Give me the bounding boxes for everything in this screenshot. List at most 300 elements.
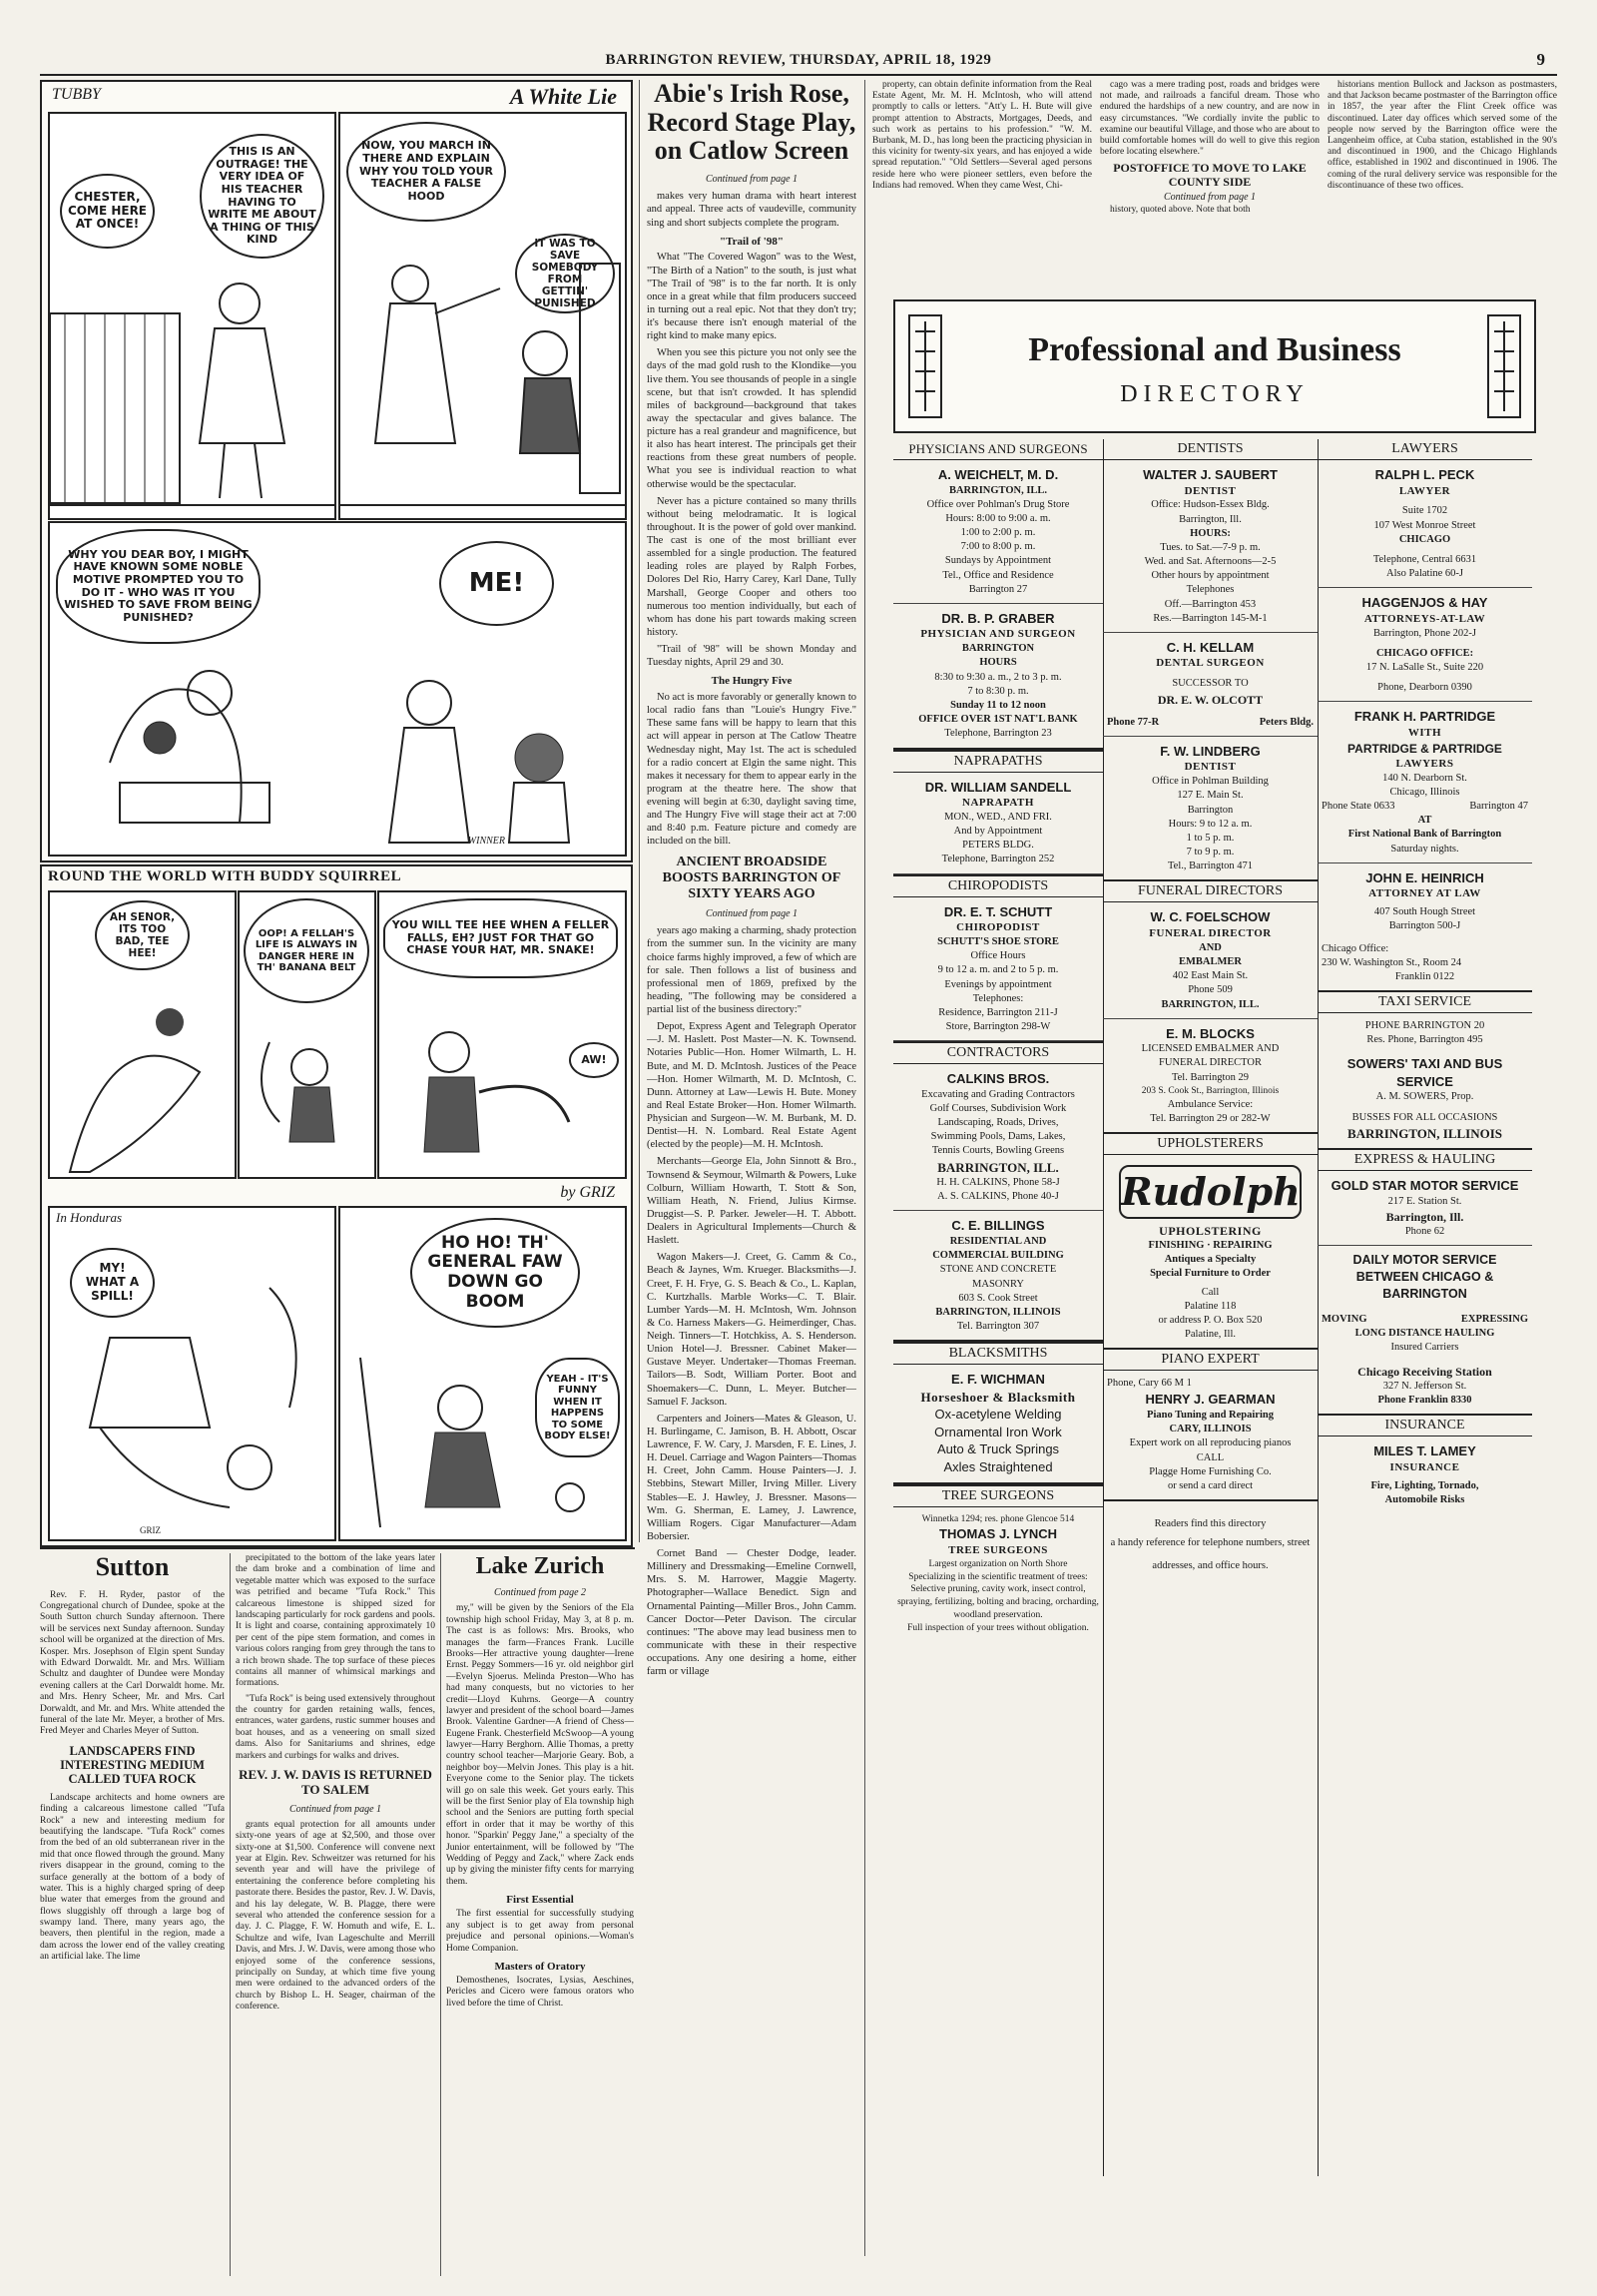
card-line: Tel. Barrington 307 <box>956 1321 1040 1333</box>
card-title: DENTIST <box>1184 761 1237 774</box>
card-line: BARRINGTON, ILLINOIS <box>1346 1125 1503 1141</box>
directory-card <box>1318 460 1532 588</box>
card-line: Telephone, Central 6631 <box>1372 553 1477 565</box>
continued-note: Continued from page 2 <box>493 1587 587 1599</box>
directory-card <box>1103 633 1318 737</box>
comic-drawing <box>340 1208 625 1539</box>
card-line: 140 N. Dearborn St. <box>1382 772 1467 784</box>
card-line: Telephone, Barrington 23 <box>944 728 1052 740</box>
card-line: 7 to 9 p. m. <box>1186 847 1235 859</box>
card-line: Office in Pohlman Building <box>1152 776 1269 788</box>
paragraph: Never has a picture contained so many thrills without being melodramatic. It is logical throughout. It is the power of gold over mankind. The cast is one of the most brilliant ever assembled for a single production. The featured leading roles are played by Ralph Forbes, Dolores Del Rio, Harry Carey, Karl Dane, Tully Marshall, George Cooper and others too numerous too mention individually, but each of whom has done his part towards making screen history. <box>647 495 856 638</box>
card-line: First National Bank of Barrington <box>1347 829 1502 841</box>
subheading: First Essential <box>506 1894 574 1907</box>
continued-note: Continued from page 1 <box>705 173 798 185</box>
card-title: Piano Tuning and Repairing <box>1147 1410 1274 1422</box>
card-line: Telephones: <box>972 992 1024 1004</box>
card-line: Insured Carriers <box>1390 1342 1459 1354</box>
card-title: PHYSICIAN AND SURGEON <box>920 628 1076 641</box>
paragraph: Carpenters and Joiners—Mates & Gleason, U. H. Burlingame, C. Jamison, B. H. Abbott, Oscar Lawrence, F. W. Cary, J. Marsden, F. E. Lines, J. H. Deuel. Carriage and Wagon Painters—Thomas H. Creet, John Camm. House Painters—J. J. Stebbins, Stewart Miller, Irving Miller. Livery Stables—E. J. Hawley, J. Bressner. Masons—Wm. G. Sherman, E. Lamey, J. Lawrence, William Rogers. Cigar Manufacturer—Adam Bobersier. <box>647 1413 856 1542</box>
card-line: MASONRY <box>972 1278 1024 1290</box>
card-name: DR. WILLIAM SANDELL <box>924 779 1072 795</box>
card-line: Telephone, Barrington 252 <box>941 854 1055 865</box>
card-line: Phone, Dearborn 0390 <box>1377 682 1472 694</box>
card-line: Ox-acetylene Welding <box>934 1407 1062 1423</box>
directory-subtitle: DIRECTORY <box>1120 381 1310 407</box>
card-line: 327 N. Jefferson St. <box>1382 1380 1467 1392</box>
card-line: 603 S. Cook Street <box>958 1292 1038 1304</box>
card-title: LAWYER <box>1398 484 1451 497</box>
card-line: PHONE BARRINGTON 20 <box>1364 1020 1485 1032</box>
card-line: BARRINGTON, ILL. <box>1161 998 1260 1010</box>
article-broadside-continued-2 <box>1100 80 1320 329</box>
directory-title: Professional and Business <box>1028 331 1401 368</box>
category-heading: CHIROPODISTS <box>893 874 1103 897</box>
masthead: BARRINGTON REVIEW, THURSDAY, APRIL 18, 1929 <box>605 52 992 68</box>
speech-bubble: AH SENOR, ITS TOO BAD, TEE HEE! <box>95 900 190 970</box>
card-name: F. W. LINDBERG <box>1160 743 1261 759</box>
comic-panel-3 <box>377 890 627 1179</box>
paragraph: "Trail of '98" will be shown Monday and Tuesday nights, April 29 and 30. <box>647 644 856 669</box>
card-title: CHIROPODIST <box>956 921 1040 934</box>
card-name: THOMAS J. LYNCH <box>939 1526 1057 1542</box>
paragraph: Demosthenes, Isocrates, Lysias, Aeschines, Pericles and Cicero were famous orators who lived before the time of Christ. <box>446 1976 634 2009</box>
column-rule <box>864 80 865 2256</box>
directory-column-3 <box>1318 439 1532 2176</box>
directory-card <box>1103 1019 1318 1134</box>
logo-text: Rudolph <box>1121 1168 1301 1214</box>
card-line: CHICAGO <box>1398 533 1451 545</box>
card-name: E. M. BLOCKS <box>1166 1025 1255 1041</box>
card-line: Automobile Risks <box>1384 1493 1465 1505</box>
comic-panel-5 <box>338 1206 627 1541</box>
category-heading: NAPRAPATHS <box>893 750 1103 773</box>
directory-card <box>1103 1155 1318 1350</box>
card-line: Phone, Cary 66 M 1 <box>1107 1378 1192 1390</box>
card-line: Axles Straightened <box>943 1458 1053 1474</box>
card-line: LICENSED EMBALMER AND <box>1141 1043 1280 1055</box>
category-heading: TREE SURGEONS <box>893 1484 1103 1507</box>
headline: LANDSCAPERS FIND INTERESTING MEDIUM CALLED TUFA ROCK <box>60 1743 205 1787</box>
card-line: RESIDENTIAL AND <box>949 1236 1047 1248</box>
card-line: Swimming Pools, Dams, Lakes, <box>930 1131 1066 1143</box>
paragraph: makes very human drama with heart interest and appeal. Three acts of vaudeville, community sing and short subjects complete the program. <box>647 191 856 229</box>
card-line: Tues. to Sat.—7-9 p. m. <box>1160 541 1261 553</box>
paragraph: history, quoted above. Note that both <box>1110 204 1251 215</box>
comic-tubby <box>40 80 633 862</box>
card-line: 407 South Hough Street <box>1373 906 1476 918</box>
comic-signature: GRIZ <box>140 1525 161 1535</box>
card-row <box>1322 800 1528 814</box>
directory-card <box>893 1365 1103 1483</box>
directory-card <box>893 773 1103 874</box>
card-line: Office: Hudson-Essex Bldg. <box>1151 499 1270 511</box>
directory-card <box>1318 1171 1532 1246</box>
column-rule <box>639 80 640 1542</box>
card-line: Phone Franklin 8330 <box>1377 1394 1472 1406</box>
card-line: 7:00 to 8:00 p. m. <box>960 541 1036 553</box>
comic-panel-2 <box>338 112 627 520</box>
card-line: STONE AND CONCRETE <box>939 1264 1057 1276</box>
column-rule <box>230 1553 231 2276</box>
card-line: BARRINGTON <box>961 643 1035 655</box>
card-line: Evenings by appointment <box>944 978 1052 990</box>
card-line: AND <box>1199 941 1222 953</box>
card-line: 1 to 5 p. m. <box>1186 832 1235 844</box>
directory-card <box>1318 863 1532 992</box>
directory-card <box>893 1507 1103 1641</box>
comic-byline: by GRIZ <box>560 1184 615 1201</box>
card-name: C. E. BILLINGS <box>951 1218 1045 1234</box>
card-line: Off.—Barrington 453 <box>1164 598 1257 610</box>
paragraph: my," will be given by the Seniors of the Ela township high school Friday, May 3, at 8 p. m. The cast is as follows: Mrs. Brooks, who manages the farm—Frances Frank. Lucille Brooks—Her attractive young daughter—Irene Ernst. Peggy Sommers—16 yr. old neighbor girl—Evelyn Sjoerus. Melinda Preston—Who has had many conquests, but no victories to her credit—Lloyd Kuhrns. George—A country lawyer and president of the school board—James Brook. Valentine Gardner—A friend of Chess—Eugene Frank. Chesterfield McSwoop—A young lawyer—Harry Berghorn. Allie Thomas, a pretty country school teacher—Marjorie Geary. Bob, a neighbor boy—Melvin Jones. This play is a hit. Everyone come to the Senior play. The tickets will go on sale this week. Get yours early. This will be the first Senior play of Ela township high school and the Seniors are putting forth special effort in order that it may be worthy of this honor. "Sparkin' Peggy Jane," a specialty of the Junior entertainment, will be followed by "The Wedding of Peggy and Zack," where Zack ends up by giving the minister fifty cents for marrying them. <box>446 1603 634 1887</box>
card-line: Call <box>1201 1286 1220 1298</box>
paragraph: Cornet Band — Chester Dodge, leader. Millinery and Dressmaking—Emeline Cornwell, Mrs. S. M. Harrower, Maggie Magerty. Photographer—Wallace Benedict. Sign and Ornamental Painting—Miller Bros., John Camm. Cancer Doctor—Peter Davison. The circular continues: "The above may lead business men to communicate with these in their respective occupations. Any one desiring a home, either farm or village <box>647 1548 856 1678</box>
card-line: CHICAGO OFFICE: <box>1375 647 1474 659</box>
card-title: DENTIST <box>1184 484 1237 497</box>
comic-panel-2 <box>238 890 376 1179</box>
card-line: Sunday 11 to 12 noon <box>950 700 1046 711</box>
card-line: 107 West Monroe Street <box>1373 519 1476 531</box>
comic-panel-1 <box>48 112 336 520</box>
paragraph: precipitated to the bottom of the lake years later the dam broke and a combination of lime and vegetable matter which was exposed to the surface was petrified and became "Tufa Rock." This calcareous limestone is shipped sized for landscaping particularly for rock gardens and pools. It is light and coarse, containing approximately 10 per cent of the pipe stem formation, and comes in various colors ranging from grey through the tans to a rich brown shade. The top surface of these pieces contains all manner of whimsical markings and formations. <box>236 1553 435 1689</box>
page-header <box>40 48 1557 76</box>
headline: Abie's Irish Rose, Record Stage Play, on Catlow Screen <box>647 80 856 166</box>
speech-bubble: CHESTER, COME HERE AT ONCE! <box>60 174 155 249</box>
card-name: JOHN E. HEINRICH <box>1365 869 1484 885</box>
directory-card <box>893 460 1103 604</box>
speech-bubble: OOP! A FELLAH'S LIFE IS ALWAYS IN DANGER HERE IN TH' BANANA BELT <box>244 898 369 1003</box>
speech-bubble: ME! <box>439 541 554 626</box>
category-heading: BLACKSMITHS <box>893 1342 1103 1365</box>
card-line: OFFICE OVER 1ST NAT'L BANK <box>918 714 1078 726</box>
comic-strip-name: TUBBY <box>52 86 101 103</box>
directory-card <box>1103 1371 1318 1501</box>
speech-bubble: YOU WILL TEE HEE WHEN A FELLER FALLS, EH? JUST FOR THAT GO CHASE YOUR HAT, MR. SNAKE! <box>383 898 618 978</box>
card-line: Suite 1702 <box>1401 505 1448 517</box>
card-name: W. C. FOELSCHOW <box>1150 909 1271 925</box>
paragraph: Merchants—George Ela, John Sinnott & Bro., Townsend & Seymour, Wilmarth & Powers, Luke Colburn, William Howarth, T. Stott & Son, William Heath, N. Friend, Julius Kirmse. Druggist—S. P. Parker. Jeweler—H. T. Abbott. Dealers in Agricultural Implements—Church & Haslett. <box>647 1156 856 1247</box>
directory-card <box>1318 588 1532 702</box>
card-line: Other hours by appointment <box>1151 570 1270 582</box>
card-line: Chicago Receiving Station <box>1357 1364 1492 1379</box>
card-name: A. WEICHELT, M. D. <box>937 467 1059 482</box>
comic-buddy-squirrel <box>40 864 633 1547</box>
card-line: FINISHING · REPAIRING <box>1148 1240 1273 1252</box>
card-line: 230 W. Washington St., Room 24 <box>1322 956 1462 968</box>
card-title: UPHOLSTERING <box>1159 1223 1262 1238</box>
card-line: A. S. CALKINS, Phone 40-J <box>937 1191 1059 1203</box>
card-line: Phone 62 <box>1404 1226 1445 1238</box>
card-line: EMBALMER <box>1179 956 1242 968</box>
card-title: ATTORNEYS-AT-LAW <box>1363 612 1486 625</box>
card-name: SOWERS' TAXI AND BUS SERVICE <box>1346 1056 1503 1089</box>
speech-bubble: IT WAS TO SAVE SOMEBODY FROM GETTIN' PUNISHED <box>515 234 615 313</box>
directory-note <box>1103 1501 1318 1583</box>
card-line: Landscaping, Roads, Drives, <box>937 1117 1059 1129</box>
comic-drawing <box>50 114 334 518</box>
headline: Lake Zurich <box>475 1553 605 1579</box>
category-heading: PIANO EXPERT <box>1103 1350 1318 1371</box>
upholsterer-logo <box>1119 1165 1302 1219</box>
card-name: WALTER J. SAUBERT <box>1143 467 1278 482</box>
comic-drawing <box>50 892 235 1177</box>
category-heading: CONTRACTORS <box>893 1041 1103 1064</box>
card-line: 9 to 12 a. m. and 2 to 5 p. m. <box>937 964 1059 976</box>
directory-card <box>893 604 1103 750</box>
card-line: Tel. Barrington 29 <box>1171 1071 1250 1083</box>
directory-card <box>1103 460 1318 633</box>
paragraph: historians mention Bullock and Jackson as postmasters, and that Jackson became postmaster of the Barrington office in 1857, the year after the Flint Creek office was discontinued. Later day offices which served some of the people now served by the Barrington office were the Langenheim office, at Cuba station, established in the 90's and discontinued in 1900, and the Chicago Highlands office, established in 1902 and discontinued in 1906. The coming of the rural delivery service was responsible for the discontinuance of these two offices. <box>1328 80 1557 191</box>
card-row <box>1107 716 1314 730</box>
card-line: FUNERAL DIRECTOR <box>1159 1057 1262 1069</box>
headline: POSTOFFICE TO MOVE TO LAKE COUNTY SIDE <box>1113 161 1307 190</box>
card-line: or send a card direct <box>1167 1479 1254 1491</box>
card-line: SCHUTT'S SHOE STORE <box>937 935 1059 947</box>
card-line: 8:30 to 9:30 a. m., 2 to 3 p. m. <box>934 671 1062 683</box>
card-line: LAWYERS <box>1395 757 1454 770</box>
card-line: LONG DISTANCE HAULING <box>1354 1328 1495 1340</box>
card-name: CALKINS BROS. <box>946 1071 1050 1087</box>
continued-note: Continued from page 1 <box>288 1803 382 1815</box>
card-line: Chicago Office: <box>1322 942 1389 954</box>
paragraph: "Tufa Rock" is being used extensively throughout the country for garden retaining walls, fences, entrances, water gardens, rustic summer houses and boat houses, and as a veneering on small sized dams. Also for Sanitariums and shrines, edge markers and curbings for walks and drives. <box>236 1693 435 1761</box>
card-line: MOVING <box>1322 1314 1367 1326</box>
article-broadside-continued <box>872 80 1092 329</box>
paragraph: The first essential for successfully studying any subject is to get away from personal prejudice and personal opinions.—Woman's Home Companion. <box>446 1909 634 1954</box>
card-name: C. H. KELLAM <box>1166 639 1255 655</box>
continued-note: Continued from page 1 <box>705 907 798 919</box>
category-heading: LAWYERS <box>1318 439 1532 460</box>
card-line: Ambulance Service: <box>1167 1098 1254 1110</box>
card-line: Res. Phone, Barrington 495 <box>1366 1034 1483 1046</box>
subheading: The Hungry Five <box>711 675 793 688</box>
category-heading: INSURANCE <box>1318 1416 1532 1436</box>
card-line: A. M. SOWERS, Prop. <box>1375 1091 1474 1103</box>
comic-panel-3 <box>48 521 627 857</box>
card-row <box>1322 1313 1528 1327</box>
comic-drawing <box>379 892 625 1177</box>
speech-bubble: NOW, YOU MARCH IN THERE AND EXPLAIN WHY YOU TOLD YOUR TEACHER A FALSE HOOD <box>346 122 506 222</box>
article-abies-irish-rose <box>647 80 856 2256</box>
card-name: DR. B. P. GRABER <box>941 610 1055 626</box>
card-line: Palatine 118 <box>1184 1300 1237 1312</box>
card-line: Largest organization on North Shore <box>928 1558 1068 1569</box>
category-heading: FUNERAL DIRECTORS <box>1103 881 1318 902</box>
card-line: Excavating and Grading Contractors <box>921 1088 1075 1100</box>
headline: Sutton <box>95 1553 170 1581</box>
card-line: 17 N. LaSalle St., Suite 220 <box>1365 661 1484 673</box>
card-line: 7 to 8:30 p. m. <box>967 685 1029 697</box>
card-line: DR. E. W. OLCOTT <box>1157 692 1264 707</box>
card-line: Barrington 47 <box>1469 801 1528 813</box>
paragraph: Landscape architects and home owners are finding a calcareous limestone called "Tufa Rock" a new and interesting medium for beautifying the landscape. "Tufa Rock" comes from the bed of an old subterranean river in the mid that once flowed through the ground. Many rivers disappear in the ground, coming to the surface generally at the bottom of a body of water. This is a highly charged spring of deep blue water that emerges from the ground and flows sluggishly off through a large bog of swampy land. There, many years ago, the beavers, then plentiful in the region, made a dam across the lower end of the valley creating an artificial lake. The lime <box>40 1792 225 1963</box>
card-line: a handy reference for telephone numbers, street addresses, and office hours. <box>1110 1537 1311 1572</box>
card-name: GOLD STAR MOTOR SERVICE <box>1331 1178 1519 1194</box>
directory-card <box>893 897 1103 1042</box>
card-line: Franklin 0122 <box>1394 970 1455 982</box>
directory-card <box>1318 702 1532 862</box>
comic-panel-4 <box>48 1206 336 1541</box>
card-line: Special Furniture to Order <box>1150 1268 1271 1280</box>
card-line: Full inspection of your trees without obligation. <box>907 1622 1089 1633</box>
subheading: "Trail of '98" <box>720 235 784 248</box>
card-line: PETERS BLDG. <box>962 840 1034 852</box>
comic-panel-1 <box>48 890 237 1179</box>
card-line: Tel., Office and Residence <box>942 569 1054 581</box>
paragraph: When you see this picture you not only see the days of the mad gold rush to the Klondike—you live them. You see thousands of people in a single scene, but that isn't crowded. It has splendid miles of background—background that takes away the spectacular and gives balance. The picture has a real grandeur and magnificence, but it also has heart interest. The principals get their reactions from these great numbers of people. What you see is individual reaction to what otherwise would be the spectacular. <box>647 347 856 490</box>
card-line: Fire, Lighting, Tornado, <box>1370 1479 1479 1491</box>
comic-location: In Honduras <box>56 1210 123 1225</box>
category-heading: EXPRESS & HAULING <box>1318 1150 1532 1171</box>
card-line: Saturday nights. <box>1390 843 1459 855</box>
comic-title: ROUND THE WORLD WITH BUDDY SQUIRREL <box>48 868 402 884</box>
page-number: 9 <box>1536 50 1545 69</box>
card-line: And by Appointment <box>953 826 1043 838</box>
card-line: Antiques a Specialty <box>1164 1254 1257 1266</box>
card-line: 217 E. Station St. <box>1387 1195 1462 1207</box>
comic-drawing <box>50 1208 334 1539</box>
directory-card <box>1103 902 1318 1018</box>
paragraph: Wagon Makers—J. Creet, G. Camm & Co., Beach & Jaynes, Wm. Krueger. Blacksmiths—J. Creet, F. H. Frye, G. S. Beach & Co., L. Kaplan, C. Kurtzhalls. Marble Works—C. T. Blair. Lumber Yards—M. H. McIntosh, Wm. Johnson & Co. Harness Makers—G. Heimerdinger, Chas. Neigh. Tinners—T. Hotchkiss, A. S. Henderson. Union Hotel—J. Bressner. Cabinet Maker—Gustave Meyer. Undertaker—Thomas Freeman. Tailors—B. Sodt, William Porter. Boot and Shoemakers—C. Dunn, L. Meyer. Butcher—Samuel F. Jackson. <box>647 1252 856 1408</box>
card-line: Barrington, Phone 202-J <box>1373 627 1476 639</box>
card-title: ATTORNEY AT LAW <box>1368 887 1481 900</box>
paragraph: Depot, Express Agent and Telegraph Operator—J. M. Haslett. Post Master—N. K. Townsend. Notaries Public—Hon. Homer Wilmarth, L. H. Bute, and M. D. McIntosh. Justices of the Peace—Hon. Homer Wilmarth, M. D. McIntosh, C. Dunn. Attorney at Law—Lewis H. Bute. Money and Real Estate Broker—Hon. Homer Wilmarth. Physician and Surgeon—W. M. Burbank, M. D. Dentist—H. N. Lombard. Real Estate Agent (elected by the people)—M. H. McIntosh. <box>647 1021 856 1151</box>
card-name: DAILY MOTOR SERVICE BETWEEN CHICAGO & BARRINGTON <box>1352 1253 1497 1302</box>
card-title: DENTAL SURGEON <box>1156 657 1265 670</box>
headline: ANCIENT BROADSIDE BOOSTS BARRINGTON OF SIXTY YEARS AGO <box>662 854 841 901</box>
card-line: Barrington, Ill. <box>1385 1210 1464 1225</box>
card-line: CARY, ILLINOIS <box>1169 1424 1252 1435</box>
article-postoffice <box>1328 80 1557 329</box>
directory-card <box>1318 1436 1532 1513</box>
card-line: Phone State 0633 <box>1322 801 1395 813</box>
card-line: Auto & Truck Springs <box>936 1441 1060 1457</box>
card-line: Peters Bldg. <box>1259 716 1314 728</box>
paragraph: cago was a mere trading post, roads and bridges were not made, and railroads a fanciful dream. Those who endured the hardships of a new country, and are now in easy circumstances. "We cordially invite the public to examine our beautiful Village, and those who are about to build comfortable homes will do well to give this region before locating elsewhere." <box>1100 80 1320 158</box>
article-tufa-rock-and-salem <box>236 1553 435 2276</box>
continued-note: Continued from page 1 <box>1163 192 1257 204</box>
card-name: HENRY J. GEARMAN <box>1145 1392 1276 1408</box>
card-line: Barrington <box>1187 804 1234 816</box>
card-line: Palatine, Ill. <box>1184 1329 1237 1341</box>
card-line: CALL <box>1196 1451 1225 1463</box>
card-line: MON., WED., AND FRI. <box>944 811 1052 823</box>
card-line: Hours: 8:00 to 9:00 a. m. <box>945 512 1051 524</box>
card-line: 1:00 to 2:00 p. m. <box>960 527 1036 539</box>
card-line: Res.—Barrington 145-M-1 <box>1153 612 1268 624</box>
comic-title: A White Lie <box>509 84 617 109</box>
card-line: Residence, Barrington 211-J <box>938 1006 1058 1018</box>
card-line: Expert work on all reproducing pianos <box>1129 1437 1292 1449</box>
article-sutton <box>40 1553 225 2276</box>
card-title: TREE SURGEONS <box>948 1543 1048 1556</box>
paragraph: property, can obtain definite information from the Real Estate Agent, Mr. M. H. McIntosh, who will attend promptly to calls or letters. "Att'y L. H. Bute will give prompt attention to Abstracts, Mortgages, Deeds, and such work as pertains to his profession." "W. M. Burbank, M. D., has long been the practicing physician in this vicinity for twenty-six years, and has enjoyed a wide spread reputation." "Old Settlers—Several aged persons reside here who were pioneer settlers, even before the Indians had removed. When they came West, Chi- <box>872 80 1092 191</box>
card-name: DR. E. T. SCHUTT <box>943 903 1053 919</box>
paragraph: What "The Covered Wagon" was to the West, "The Birth of a Nation" to the south, is just what "The Trail of '98" is to the far north. It is only once in a great while that film producers succeed in turning out a real epic. Not that they don't try; it's because there isn't enough material of the right kind to make many epics. <box>647 252 856 342</box>
card-line: Store, Barrington 298-W <box>945 1021 1051 1033</box>
card-line: Hours: 9 to 12 a. m. <box>1168 818 1253 830</box>
card-line: 127 E. Main St. <box>1177 790 1244 802</box>
card-line: COMMERCIAL BUILDING <box>932 1250 1064 1262</box>
card-title: FUNERAL DIRECTOR <box>1149 927 1272 939</box>
card-name: E. F. WICHMAN <box>951 1372 1045 1388</box>
category-heading: TAXI SERVICE <box>1318 992 1532 1013</box>
card-title: INSURANCE <box>1389 1460 1460 1473</box>
card-line: HOURS <box>979 657 1017 669</box>
card-line: BARRINGTON, ILL. <box>948 484 1048 496</box>
card-line: Tennis Courts, Bowling Greens <box>931 1145 1065 1157</box>
card-line: Tel. Barrington 29 or 282-W <box>1150 1112 1271 1124</box>
subheading: Masters of Oratory <box>494 1960 586 1973</box>
card-line: Barrington 27 <box>968 583 1028 595</box>
paragraph: Rev. F. H. Ryder, pastor of the Congregational church of Dundee, spoke at the South Sutton church Sunday afternoon. There will be services next Sunday afternoon. Sunday school will be organized at the direction of Mrs. Kosper. Mrs. Josephson of Elgin spent Sunday with Edward Dorwaldt. Mr. and Mrs. William Schultz and daughter of Dundee were Monday evening callers at the Carl Dorwaldt home. Mr. and Mrs. Henry Scheer, Mr. and Mrs. Carl Dorwaldt, and Mr. and Mrs. White attended the funeral of the late Mr. Meyer, a brother of Mrs. Fred Meyer and Charles Meyer of Sutton. <box>40 1589 225 1737</box>
card-line: Ornamental Iron Work <box>934 1424 1062 1439</box>
card-line: Barrington 500-J <box>1388 920 1461 932</box>
column-rule <box>440 1553 441 2276</box>
card-line: 203 S. Cook St., Barrington, Illinois <box>1141 1085 1280 1096</box>
directory-column-2 <box>1103 439 1319 2176</box>
card-name: PARTRIDGE & PARTRIDGE <box>1347 741 1502 756</box>
card-line: HOURS: <box>1190 527 1231 539</box>
card-name: MILES T. LAMEY <box>1373 1443 1476 1459</box>
category-heading: PHYSICIANS AND SURGEONS <box>893 439 1103 460</box>
card-line: Tel., Barrington 471 <box>1168 861 1253 872</box>
directory-column-1 <box>893 439 1104 2176</box>
headline: REV. J. W. DAVIS IS RETURNED TO SALEM <box>239 1767 432 1797</box>
directory-card <box>1318 1013 1532 1150</box>
card-name: FRANK H. PARTRIDGE <box>1353 709 1496 725</box>
speech-bubble: WHY YOU DEAR BOY, I MIGHT HAVE KNOWN SOME NOBLE MOTIVE PROMPTED YOU TO DO IT - WHO WAS IT YOU WISHED TO SAVE FROM BEING PUNISHED? <box>56 529 261 644</box>
section-divider <box>40 1547 635 1549</box>
card-line: Telephones <box>1186 584 1235 596</box>
comic-signature: WINNER <box>467 836 505 847</box>
card-name: HAGGENJOS & HAY <box>1361 595 1488 611</box>
speech-bubble: YEAH - IT'S FUNNY WHEN IT HAPPENS TO SOME BODY ELSE! <box>535 1358 620 1457</box>
card-line: 402 East Main St. <box>1172 970 1249 982</box>
card-title: Horseshoer & Blacksmith <box>920 1389 1076 1405</box>
directory-card <box>1103 737 1318 882</box>
speech-bubble: MY! WHAT A SPILL! <box>70 1248 155 1318</box>
directory-card <box>893 1211 1103 1342</box>
card-line: Readers find this directory <box>1154 1518 1267 1530</box>
card-line: Golf Courses, Subdivision Work <box>929 1102 1067 1114</box>
category-heading: UPHOLSTERERS <box>1103 1134 1318 1155</box>
card-line: AT <box>1417 815 1432 827</box>
directory-card <box>893 1064 1103 1211</box>
card-line: Chicago, Illinois <box>1389 786 1460 798</box>
directory-card <box>1318 1246 1532 1416</box>
card-line: or address P. O. Box 520 <box>1158 1314 1263 1326</box>
card-line: Phone 509 <box>1188 984 1233 996</box>
card-line: BUSSES FOR ALL OCCASIONS <box>1351 1111 1498 1123</box>
speech-bubble: HO HO! TH' GENERAL FAW DOWN GO BOOM <box>410 1218 580 1328</box>
card-line: Barrington, Ill. <box>1179 513 1242 525</box>
card-line: Wed. and Sat. Afternoons—2-5 <box>1144 556 1277 568</box>
card-line: Office Hours <box>970 950 1026 962</box>
paragraph: years ago making a charming, shady protection from the summer sun. In the vicinity are many choice farms highly improved, a few of which are for sale. Then follows a list of business and professional men of 1869, prefixed by the heading, "The following may be considered a partial list of the business directory:" <box>647 925 856 1016</box>
card-name: RALPH L. PECK <box>1374 467 1475 482</box>
card-line: Plagge Home Furnishing Co. <box>1149 1465 1272 1477</box>
card-line: Sundays by Appointment <box>944 555 1052 567</box>
card-line: Specializing in the scientific treatment of trees: Selective pruning, cavity work, insect control, spraying, fertilizing, bolting and bracing, orcharding, woodland preservation. <box>897 1571 1099 1620</box>
paragraph: grants equal protection for all amounts under sixty-one years of age at $2,500, and those over sixty-one at $1,500. Conference will convene next year at Elgin. Rev. Schweitzer was returned for his seventh year and will have the privilege of entertaining the conference before completing his pastorate there. Besides the pastor, Rev. J. W. Davis, and his lay delegate, W. B. Plagge, there were several who attended the conference session for a day. J. C. Plagge, F. W. Homuth and wife, E. L. Schultze and wife, Ivan Lageschulte and Merrill Davis, and Mrs. J. W. Davis, were among those who enjoyed some of the conference sessions, principally on Sunday, at which time five young men were ordained to the advanced orders of the church by Bishop L. H. Seager, chairman of the conference. <box>236 1819 435 2012</box>
card-line: Office over Pohlman's Drug Store <box>926 498 1070 510</box>
comic-drawing <box>50 523 625 855</box>
paragraph: No act is more favorably or generally known to local radio fans than "Louie's Hungry Five." These same fans will be happy to learn that this act will appear in person at The Catlow Theatre Wednesday night, May 1st. The act is scheduled for a radio concert at Elgin the same night. This makes it necessary for them to appear early in the program at the theatre here. The show that evening will begin at 6:30, daylight saving time, and The Hungry Five will stage their act at 7:00 and 8:40 p.m. Feature picture and comedy are included on the bill. <box>647 692 856 848</box>
card-line: Phone 77-R <box>1107 716 1160 728</box>
speech-bubble: THIS IS AN OUTRAGE! THE VERY IDEA OF HIS TEACHER HAVING TO WRITE ME ABOUT A THING OF THIS KIND <box>200 134 324 259</box>
